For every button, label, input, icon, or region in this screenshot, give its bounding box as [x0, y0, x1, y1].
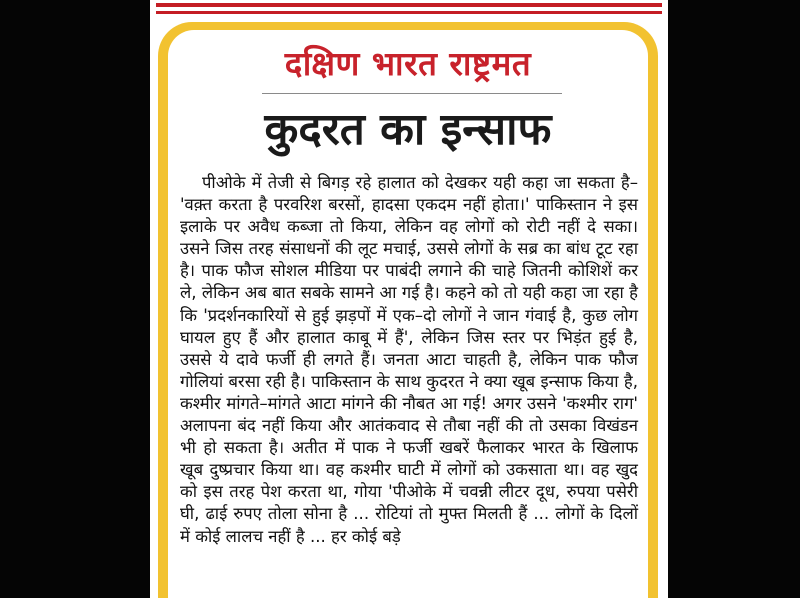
editorial-box	[158, 22, 658, 598]
masthead-title: दक्षिण भारत राष्ट्रमत	[284, 44, 532, 83]
editorial-box-inner	[168, 30, 648, 598]
editorial-headline: कुदरत का इन्साफ	[264, 104, 552, 155]
top-divider-rule-secondary	[156, 11, 662, 14]
top-divider-rule	[156, 3, 662, 7]
newspaper-clipping	[150, 0, 668, 598]
editorial-body: पीओके में तेजी से बिगड़ रहे हालात को देखकर यही कहा जा सकता है– 'वक़्त करता है परवरिश बरसों, हादसा एकदम नहीं होता।' पाकिस्तान ने इस इलाके पर अवैध कब्जा तो किया, लेकिन वह लोगों को रोटी नहीं दे सका। उसने जिस तरह संसाधनों की लूट मचाई, उससे लोगों के सब्र का बांध टूट रहा है। पाक फौज सोशल मीडिया पर पाबंदी लगाने की चाहे जितनी कोशिशें कर ले, लेकिन अब बात सबके सामने आ गई है। कहने को तो यही कहा जा रहा है कि 'प्रदर्शनकारियों से हुई झड़पों में एक–दो लोगों ने जान गंवाई है, कुछ लोग घायल हुए हैं और हालात काबू में हैं', लेकिन जिस स्तर पर भिड़ंत हुई है, उससे ये दावे फर्जी ही लगते हैं। जनता आटा चाहती है, लेकिन पाक फौज गोलियां बरसा रही है। पाकिस्तान के साथ कुदरत ने क्या खूब इन्साफ किया है, कश्मीर मांगते–मांगते आटा मांगने की नौबत आ गई! अगर उसने 'कश्मीर राग' अलापना बंद नहीं किया और आतंकवाद से तौबा नहीं की तो उसका विखंडन भी हो सकता है। अतीत में पाक ने फर्जी खबरें फैलाकर भारत के खिलाफ खूब दुष्प्रचार किया था। वह कश्मीर घाटी में लोगों को उकसाता था। वह खुद को इस तरह पेश करता था, गोया 'पीओके में चवन्नी लीटर दूध, रुपया पसेरी घी, ढाई रुपए तोला सोना है ... रोटियां तो मुफ्त मिलती हैं ... लोगों के दिलों में कोई लालच नहीं है ... हर कोई बड़े	[180, 173, 638, 546]
masthead-underline	[262, 93, 562, 94]
